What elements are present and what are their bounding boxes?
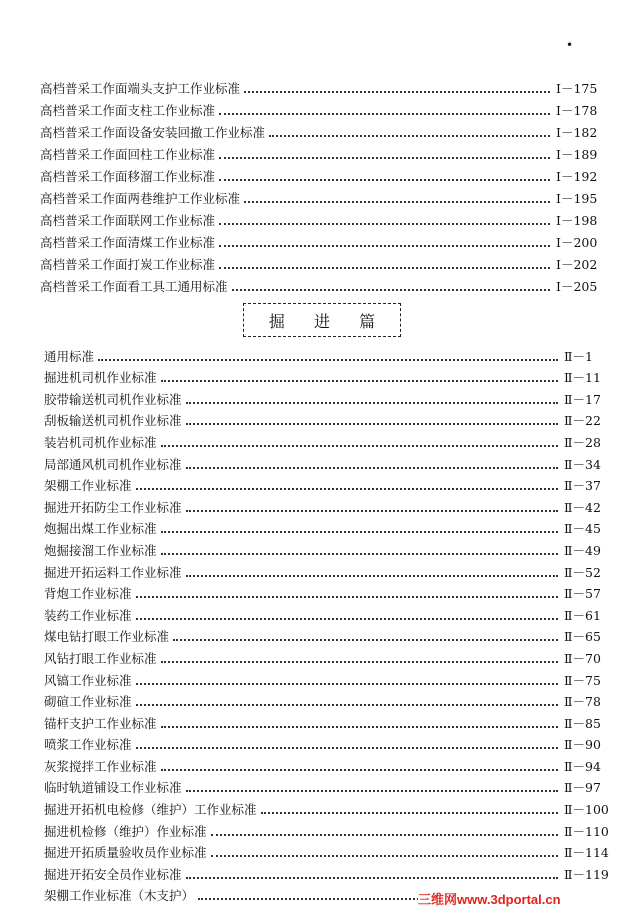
toc-entry <box>44 428 612 450</box>
toc-entry-page: Ⅰ－178 <box>556 103 598 118</box>
toc-entry-page: Ⅱ－22 <box>564 413 601 429</box>
toc-entry <box>44 644 612 666</box>
toc-entry-title: 高档普采工作面打炭工作业标准 <box>40 257 216 272</box>
toc-entry <box>44 385 612 407</box>
toc-entry <box>40 118 614 140</box>
toc-entry-page: Ⅱ－28 <box>564 434 601 450</box>
toc-entry-page: Ⅱ－37 <box>564 478 601 494</box>
toc-entry-title: 掘进开拓安全员作业标准 <box>44 866 182 882</box>
toc-entry-page: Ⅰ－189 <box>556 147 598 162</box>
toc-entry-title: 高档普采工作面两巷维护工作业标准 <box>40 191 241 206</box>
toc-entry-title: 高档普采工作面支柱工作业标准 <box>40 103 216 118</box>
toc-entry-title: 装岩机司机作业标准 <box>44 434 157 450</box>
toc-entry-title: 风钻打眼工作业标准 <box>44 650 157 666</box>
toc-entry-page: Ⅱ－110 <box>564 823 609 839</box>
toc-entry-page: Ⅰ－198 <box>556 213 598 228</box>
leader-dots <box>186 467 558 469</box>
leader-dots <box>219 157 550 159</box>
toc-entry <box>44 774 612 796</box>
leader-dots <box>186 402 558 404</box>
toc-entry-page: Ⅱ－97 <box>564 780 601 796</box>
toc-entry-page: Ⅱ－52 <box>564 564 601 580</box>
leader-dots <box>161 769 558 771</box>
leader-dots <box>161 726 558 728</box>
toc-entry-title: 掘进开拓机电检修（维护）工作业标准 <box>44 802 257 818</box>
toc-entry-title: 掘进机司机作业标准 <box>44 370 157 386</box>
toc-entry <box>44 536 612 558</box>
leader-dots <box>244 91 550 93</box>
toc-entry-title: 锚杆支护工作业标准 <box>44 715 157 731</box>
toc-entry-title: 胶带输送机司机作业标准 <box>44 391 182 407</box>
toc-entry-title: 高档普采工作面移溜工作业标准 <box>40 169 216 184</box>
toc-entry-title: 架棚工作业标准 <box>44 478 132 494</box>
toc-entry-page: Ⅱ－34 <box>564 456 601 472</box>
toc-entry-title: 高档普采工作面设备安装回撤工作业标准 <box>40 125 266 140</box>
toc-entry-title: 掘进开拓质量验收员作业标准 <box>44 845 207 861</box>
toc-entry-page: Ⅰ－202 <box>556 257 598 272</box>
leader-dots <box>161 380 558 382</box>
toc-entry-title: 架棚工作业标准（木支护） <box>44 888 195 904</box>
leader-dots <box>211 834 558 836</box>
toc-entry <box>40 96 614 118</box>
toc-entry <box>40 184 614 206</box>
toc-entry <box>40 162 614 184</box>
leader-dots <box>161 553 558 555</box>
leader-dots <box>186 790 558 792</box>
toc-entry-title: 高档普采工作面联网工作业标准 <box>40 213 216 228</box>
toc-entry-page: Ⅱ－57 <box>564 586 601 602</box>
toc-entry-page: Ⅰ－175 <box>556 81 598 96</box>
toc-entry <box>44 817 612 839</box>
leader-dots <box>269 135 550 137</box>
leader-dots <box>219 223 550 225</box>
leader-dots <box>161 531 558 533</box>
leader-dots <box>161 445 558 447</box>
toc-entry-title: 高档普采工作面看工具工通用标准 <box>40 279 228 294</box>
toc-entry-page: Ⅰ－192 <box>556 169 598 184</box>
leader-dots <box>136 618 558 620</box>
leader-dots <box>136 488 558 490</box>
toc-entry-title: 风镐工作业标准 <box>44 672 132 688</box>
toc-entry-page: Ⅱ－11 <box>564 370 601 386</box>
leader-dots <box>98 359 558 361</box>
toc-entry <box>44 364 612 386</box>
toc-part2 <box>44 342 612 903</box>
leader-dots <box>186 423 558 425</box>
toc-entry-page: Ⅰ－200 <box>556 235 598 250</box>
toc-entry-title: 刮板输送机司机作业标准 <box>44 413 182 429</box>
toc-entry-page: Ⅱ－42 <box>564 499 601 515</box>
toc-entry-title: 砌碹工作业标准 <box>44 694 132 710</box>
toc-entry <box>40 272 614 294</box>
toc-entry <box>44 752 612 774</box>
toc-entry-page: Ⅰ－205 <box>556 279 598 294</box>
toc-entry-title: 炮掘接溜工作业标准 <box>44 542 157 558</box>
leader-dots <box>186 877 558 879</box>
toc-entry <box>44 860 612 882</box>
toc-entry-page: Ⅱ－49 <box>564 542 601 558</box>
toc-entry <box>44 515 612 537</box>
toc-entry <box>40 228 614 250</box>
toc-entry <box>44 558 612 580</box>
toc-entry <box>44 472 612 494</box>
toc-entry-title: 喷浆工作业标准 <box>44 737 132 753</box>
toc-entry-page: Ⅱ－45 <box>564 521 601 537</box>
toc-entry <box>44 601 612 623</box>
toc-entry-page: Ⅰ－195 <box>556 191 598 206</box>
section-title-box <box>243 303 401 337</box>
toc-part1 <box>40 74 614 294</box>
toc-entry-title: 局部通风机司机作业标准 <box>44 456 182 472</box>
leader-dots <box>136 683 558 685</box>
leader-dots <box>219 179 550 181</box>
toc-entry-page: Ⅰ－182 <box>556 125 598 140</box>
watermark: 三维网www.3dportal.cn <box>418 889 628 907</box>
corner-mark: • <box>566 38 574 52</box>
toc-entry-title: 掘进开拓防尘工作业标准 <box>44 499 182 515</box>
leader-dots <box>211 855 558 857</box>
toc-entry <box>44 839 612 861</box>
toc-entry-title: 高档普采工作面回柱工作业标准 <box>40 147 216 162</box>
toc-entry <box>44 709 612 731</box>
toc-entry-page: Ⅱ－17 <box>564 391 601 407</box>
toc-entry-title: 临时轨道铺设工作业标准 <box>44 780 182 796</box>
toc-entry-page: Ⅱ－100 <box>564 802 609 818</box>
toc-entry <box>40 74 614 96</box>
leader-dots <box>161 661 558 663</box>
toc-entry <box>44 493 612 515</box>
leader-dots <box>186 510 558 512</box>
leader-dots <box>186 575 558 577</box>
toc-entry-page: Ⅱ－78 <box>564 694 601 710</box>
leader-dots <box>219 113 550 115</box>
toc-entry <box>44 407 612 429</box>
leader-dots <box>232 289 550 291</box>
leader-dots <box>219 245 550 247</box>
toc-entry-title: 背炮工作业标准 <box>44 586 132 602</box>
toc-entry-page: Ⅱ－65 <box>564 629 601 645</box>
toc-entry <box>44 623 612 645</box>
toc-entry-page: Ⅱ－119 <box>564 866 609 882</box>
toc-entry-page: Ⅱ－114 <box>564 845 609 861</box>
toc-entry <box>40 206 614 228</box>
section-title: 掘 进 篇 <box>268 311 388 331</box>
toc-entry <box>44 731 612 753</box>
toc-entry-title: 掘进机检修（维护）作业标准 <box>44 823 207 839</box>
toc-entry-title: 高档普采工作面清煤工作业标准 <box>40 235 216 250</box>
toc-entry-page: Ⅱ－1 <box>564 348 593 364</box>
toc-entry-page: Ⅱ－94 <box>564 758 601 774</box>
toc-entry-title: 炮掘出煤工作业标准 <box>44 521 157 537</box>
toc-entry <box>44 795 612 817</box>
toc-entry <box>44 342 612 364</box>
toc-entry-page: Ⅱ－90 <box>564 737 601 753</box>
leader-dots <box>261 812 558 814</box>
toc-entry-page: Ⅱ－70 <box>564 650 601 666</box>
leader-dots <box>219 267 550 269</box>
toc-entry <box>44 688 612 710</box>
toc-entry-title: 装药工作业标准 <box>44 607 132 623</box>
toc-entry <box>40 140 614 162</box>
toc-entry-title: 通用标准 <box>44 348 95 364</box>
toc-entry <box>44 666 612 688</box>
leader-dots <box>244 201 550 203</box>
toc-entry <box>44 580 612 602</box>
toc-entry-page: Ⅱ－85 <box>564 715 601 731</box>
leader-dots <box>136 704 558 706</box>
toc-entry-title: 掘进开拓运料工作业标准 <box>44 564 182 580</box>
leader-dots <box>136 747 558 749</box>
leader-dots <box>136 596 558 598</box>
toc-entry <box>40 250 614 272</box>
toc-entry-title: 煤电钻打眼工作业标准 <box>44 629 170 645</box>
toc-entry-page: Ⅱ－61 <box>564 607 601 623</box>
toc-entry-page: Ⅱ－75 <box>564 672 601 688</box>
toc-entry-title: 高档普采工作面端头支护工作业标准 <box>40 81 241 96</box>
leader-dots <box>173 639 558 641</box>
toc-entry-title: 灰浆搅拌工作业标准 <box>44 758 157 774</box>
toc-entry <box>44 450 612 472</box>
